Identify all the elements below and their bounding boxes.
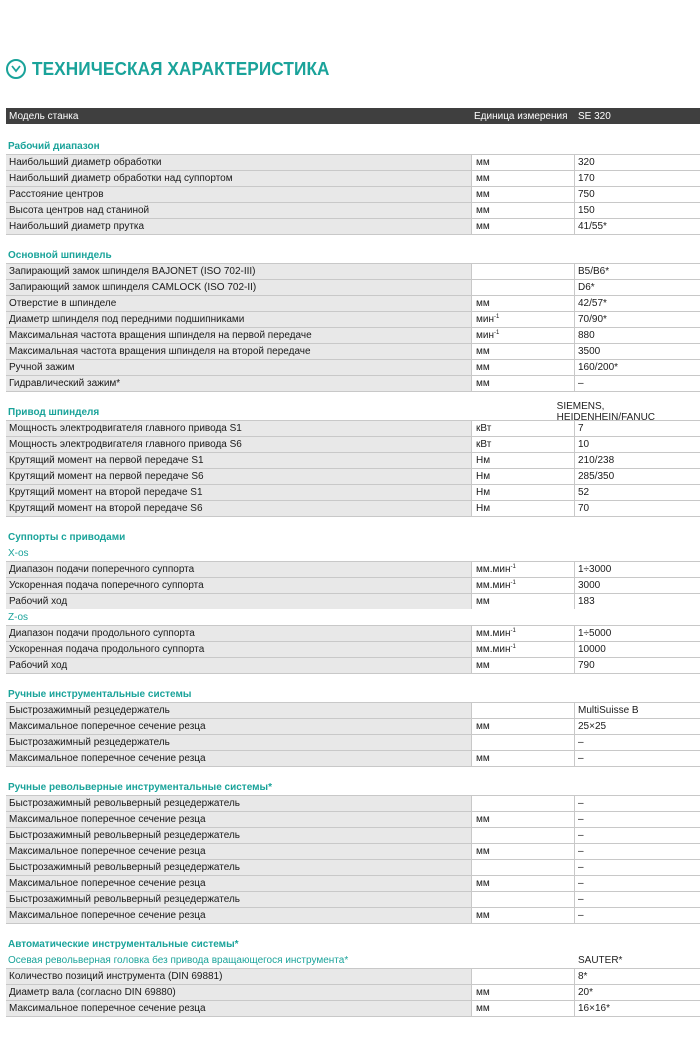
section-title-value: SIEMENS, HEIDENHEIN/FANUC (556, 401, 656, 423)
table-row (6, 811, 700, 827)
unit-text: мм (476, 878, 490, 889)
param-unit (471, 812, 575, 827)
param-unit (471, 626, 575, 641)
param-name: Максимальное поперечное сечение резца (6, 876, 471, 891)
param-unit (471, 485, 575, 500)
param-name: Наибольший диаметр обработки (6, 155, 471, 170)
param-unit (471, 562, 575, 577)
param-value: 41/55* (578, 221, 607, 232)
param-unit (471, 421, 575, 436)
param-name: Быстрозажимный револьверный резцедержатель (6, 892, 471, 907)
unit-exponent: -1 (510, 644, 516, 650)
param-value: 10000 (578, 644, 606, 655)
spec-table (6, 108, 700, 1017)
unit-text: кВт (476, 439, 492, 450)
param-unit (471, 594, 575, 609)
param-name: Максимальное поперечное сечение резца (6, 908, 471, 923)
param-name: Быстрозажимный револьверный резцедержатель (6, 828, 471, 843)
param-value: B5/B6* (578, 266, 610, 277)
table-row (6, 702, 700, 718)
section-title: Автоматические инструментальные системы* (8, 939, 239, 950)
header-value: SE 320 (578, 110, 611, 122)
param-value: – (578, 753, 584, 764)
param-unit (471, 155, 575, 170)
param-value: MultiSuisse B (578, 705, 639, 716)
param-value: – (578, 894, 584, 905)
subsection-label: Z-os (8, 611, 28, 623)
param-name: Максимальное поперечное сечение резца (6, 751, 471, 766)
unit-text: мм (476, 346, 490, 357)
unit-text: кВт (476, 423, 492, 434)
param-value: 750 (578, 189, 595, 200)
param-unit (471, 876, 575, 891)
param-value: 1÷3000 (578, 564, 612, 575)
param-value: – (578, 878, 584, 889)
param-unit (471, 985, 575, 1000)
table-row (6, 154, 700, 170)
table-row (6, 420, 700, 436)
param-name: Отверстие в шпинделе (6, 296, 471, 311)
param-value: 8* (578, 971, 588, 982)
unit-text: Нм (476, 455, 491, 466)
table-row (6, 593, 700, 609)
param-unit (471, 860, 575, 875)
param-value: – (578, 862, 584, 873)
table-row (6, 795, 700, 811)
table-row (6, 561, 700, 577)
param-value: – (578, 378, 584, 389)
table-row (6, 186, 700, 202)
unit-text: мм.мин (476, 644, 511, 655)
param-name: Наибольший диаметр прутка (6, 219, 471, 234)
table-row (6, 891, 700, 907)
param-unit (471, 312, 575, 327)
param-value: – (578, 846, 584, 857)
param-value: 7 (578, 423, 584, 434)
table-row (6, 295, 700, 311)
table-row (6, 734, 700, 750)
param-value: 160/200* (578, 362, 619, 373)
unit-text: мм (476, 846, 490, 857)
section-title: Ручные инструментальные системы (8, 689, 192, 700)
param-name: Диапазон подачи поперечного суппорта (6, 562, 471, 577)
param-value: 25×25 (578, 721, 607, 732)
unit-text: мм (476, 189, 490, 200)
param-value: 183 (578, 596, 595, 607)
param-value: 10 (578, 439, 590, 450)
param-name: Наибольший диаметр обработки над суппортом (6, 171, 471, 186)
param-name: Рабочий ход (6, 658, 471, 673)
unit-text: мм (476, 173, 490, 184)
param-name: Крутящий момент на второй передаче S1 (6, 485, 471, 500)
table-row (6, 984, 700, 1000)
unit-exponent: -1 (510, 580, 516, 586)
param-name: Гидравлический зажим* (6, 376, 471, 391)
param-unit (471, 828, 575, 843)
param-unit (471, 264, 575, 279)
param-name: Ручной зажим (6, 360, 471, 375)
param-unit (471, 344, 575, 359)
header-model: Модель станка (9, 110, 79, 122)
param-name: Крутящий момент на второй передаче S6 (6, 501, 471, 516)
page-title: ТЕХНИЧЕСКАЯ ХАРАКТЕРИСТИКА (32, 58, 330, 79)
table-row (6, 500, 700, 517)
table-row (6, 202, 700, 218)
param-unit (471, 642, 575, 657)
table-row (6, 875, 700, 891)
table-row (6, 263, 700, 279)
table-row (6, 843, 700, 859)
param-name: Максимальное поперечное сечение резца (6, 1001, 471, 1016)
param-value: 210/238 (578, 455, 615, 466)
table-row (6, 436, 700, 452)
subsection-label: X-os (8, 547, 29, 559)
param-name: Рабочий ход (6, 594, 471, 609)
unit-text: мм (476, 205, 490, 216)
param-name: Максимальное поперечное сечение резца (6, 844, 471, 859)
unit-text: мм.мин (476, 580, 511, 591)
param-unit (471, 578, 575, 593)
param-value: 285/350 (578, 471, 615, 482)
param-unit (471, 296, 575, 311)
unit-exponent: -1 (493, 314, 500, 320)
unit-text: Нм (476, 503, 491, 514)
table-row (6, 1000, 700, 1017)
unit-text: мм (476, 987, 490, 998)
table-row (6, 657, 700, 674)
param-name: Максимальная частота вращения шпинделя на первой передаче (6, 328, 471, 343)
param-unit (471, 892, 575, 907)
header-unit: Единица измерения (474, 110, 568, 122)
param-unit (471, 501, 575, 516)
unit-text: мм (476, 596, 490, 607)
param-name: Мощность электродвигателя главного привода S6 (6, 437, 471, 452)
table-row (6, 968, 700, 984)
subsection-value: SAUTER* (578, 954, 623, 966)
param-name: Максимальное поперечное сечение резца (6, 812, 471, 827)
table-row (6, 327, 700, 343)
param-value: 320 (578, 157, 595, 168)
subsection-label: Осевая револьверная головка без привода вращающегося инструмента* (8, 954, 349, 966)
param-value: 70/90* (578, 314, 607, 325)
table-row (6, 359, 700, 375)
table-row (6, 452, 700, 468)
param-value: – (578, 798, 584, 809)
param-unit (471, 171, 575, 186)
section-title: Суппорты с приводами (8, 532, 126, 543)
param-value: 170 (578, 173, 595, 184)
param-unit (471, 203, 575, 218)
unit-text: Нм (476, 487, 491, 498)
param-unit (471, 360, 575, 375)
param-value: 20* (578, 987, 594, 998)
table-row (6, 375, 700, 392)
section-title: Основной шпиндель (8, 250, 112, 261)
param-unit (471, 969, 575, 984)
param-value: – (578, 737, 584, 748)
param-name: Диаметр вала (согласно DIN 69880) (6, 985, 471, 1000)
param-value: 880 (578, 330, 595, 341)
param-name: Максимальное поперечное сечение резца (6, 719, 471, 734)
param-unit (471, 328, 575, 343)
param-unit (471, 796, 575, 811)
unit-text: мм.мин (476, 564, 511, 575)
param-name: Запирающий замок шпинделя BAJONET (ISO 702-III) (6, 264, 471, 279)
unit-text: мм (476, 721, 490, 732)
unit-text: мм (476, 753, 490, 764)
param-name: Максимальная частота вращения шпинделя на второй передаче (6, 344, 471, 359)
unit-text: Нм (476, 471, 491, 482)
param-name: Крутящий момент на первой передаче S1 (6, 453, 471, 468)
param-value: 3000 (578, 580, 601, 591)
param-unit (471, 219, 575, 234)
param-value: 70 (578, 503, 590, 514)
unit-text: мм (476, 298, 490, 309)
param-value: – (578, 910, 584, 921)
unit-exponent: -1 (510, 564, 516, 570)
param-value: 16×16* (578, 1003, 610, 1014)
param-value: – (578, 830, 584, 841)
param-unit (471, 453, 575, 468)
unit-text: мм (476, 910, 490, 921)
spec-title (6, 56, 352, 82)
table-row (6, 859, 700, 875)
param-unit (471, 469, 575, 484)
table-row (6, 170, 700, 186)
param-value: 42/57* (578, 298, 607, 309)
unit-text: мм (476, 157, 490, 168)
chevron-down-circle-icon (6, 59, 26, 79)
param-unit (471, 376, 575, 391)
param-unit (471, 658, 575, 673)
subsection-row (6, 952, 700, 968)
table-row (6, 468, 700, 484)
table-header (6, 108, 700, 124)
param-name: Быстрозажимный резцедержатель (6, 735, 471, 750)
param-name: Диапазон подачи продольного суппорта (6, 626, 471, 641)
param-name: Быстрозажимный револьверный резцедержатель (6, 860, 471, 875)
param-unit (471, 735, 575, 750)
param-name: Количество позиций инструмента (DIN 69881) (6, 969, 471, 984)
section-title-row (6, 401, 700, 423)
unit-text: мм (476, 378, 490, 389)
param-unit (471, 751, 575, 766)
param-name: Крутящий момент на первой передаче S6 (6, 469, 471, 484)
param-name: Запирающий замок шпинделя CAMLOCK (ISO 702-II) (6, 280, 471, 295)
unit-text: мм (476, 362, 490, 373)
param-name: Ускоренная подача продольного суппорта (6, 642, 471, 657)
param-unit (471, 844, 575, 859)
unit-text: мин (476, 330, 494, 341)
table-row (6, 641, 700, 657)
param-value: 150 (578, 205, 595, 216)
param-name: Мощность электродвигателя главного привода S1 (6, 421, 471, 436)
unit-exponent: -1 (510, 628, 516, 634)
table-row (6, 907, 700, 924)
param-name: Ускоренная подача поперечного суппорта (6, 578, 471, 593)
param-unit (471, 1001, 575, 1016)
param-name: Быстрозажимный револьверный резцедержатель (6, 796, 471, 811)
param-value: 790 (578, 660, 595, 671)
section-title: Рабочий диапазон (8, 141, 100, 152)
param-unit (471, 437, 575, 452)
unit-text: мм (476, 1003, 490, 1014)
param-unit (471, 280, 575, 295)
section-title: Ручные револьверные инструментальные системы* (8, 782, 272, 793)
param-name: Быстрозажимный резцедержатель (6, 703, 471, 718)
param-value: D6* (578, 282, 595, 293)
table-row (6, 279, 700, 295)
param-unit (471, 719, 575, 734)
param-value: 3500 (578, 346, 601, 357)
unit-text: мин (476, 314, 494, 325)
table-row (6, 311, 700, 327)
unit-exponent: -1 (493, 330, 500, 336)
table-row (6, 577, 700, 593)
param-value: 52 (578, 487, 590, 498)
param-name: Диаметр шпинделя под передними подшипниками (6, 312, 471, 327)
table-row (6, 484, 700, 500)
param-name: Высота центров над станиной (6, 203, 471, 218)
table-row (6, 218, 700, 235)
table-row (6, 343, 700, 359)
param-name: Расстояние центров (6, 187, 471, 202)
param-value: – (578, 814, 584, 825)
table-row (6, 827, 700, 843)
unit-text: мм (476, 221, 490, 232)
unit-text: мм (476, 660, 490, 671)
unit-text: мм (476, 814, 490, 825)
param-unit (471, 908, 575, 923)
section-title: Привод шпинделя (8, 406, 100, 418)
table-row (6, 718, 700, 734)
param-unit (471, 703, 575, 718)
table-row (6, 750, 700, 767)
param-unit (471, 187, 575, 202)
table-row (6, 625, 700, 641)
unit-text: мм.мин (476, 628, 511, 639)
param-value: 1÷5000 (578, 628, 612, 639)
